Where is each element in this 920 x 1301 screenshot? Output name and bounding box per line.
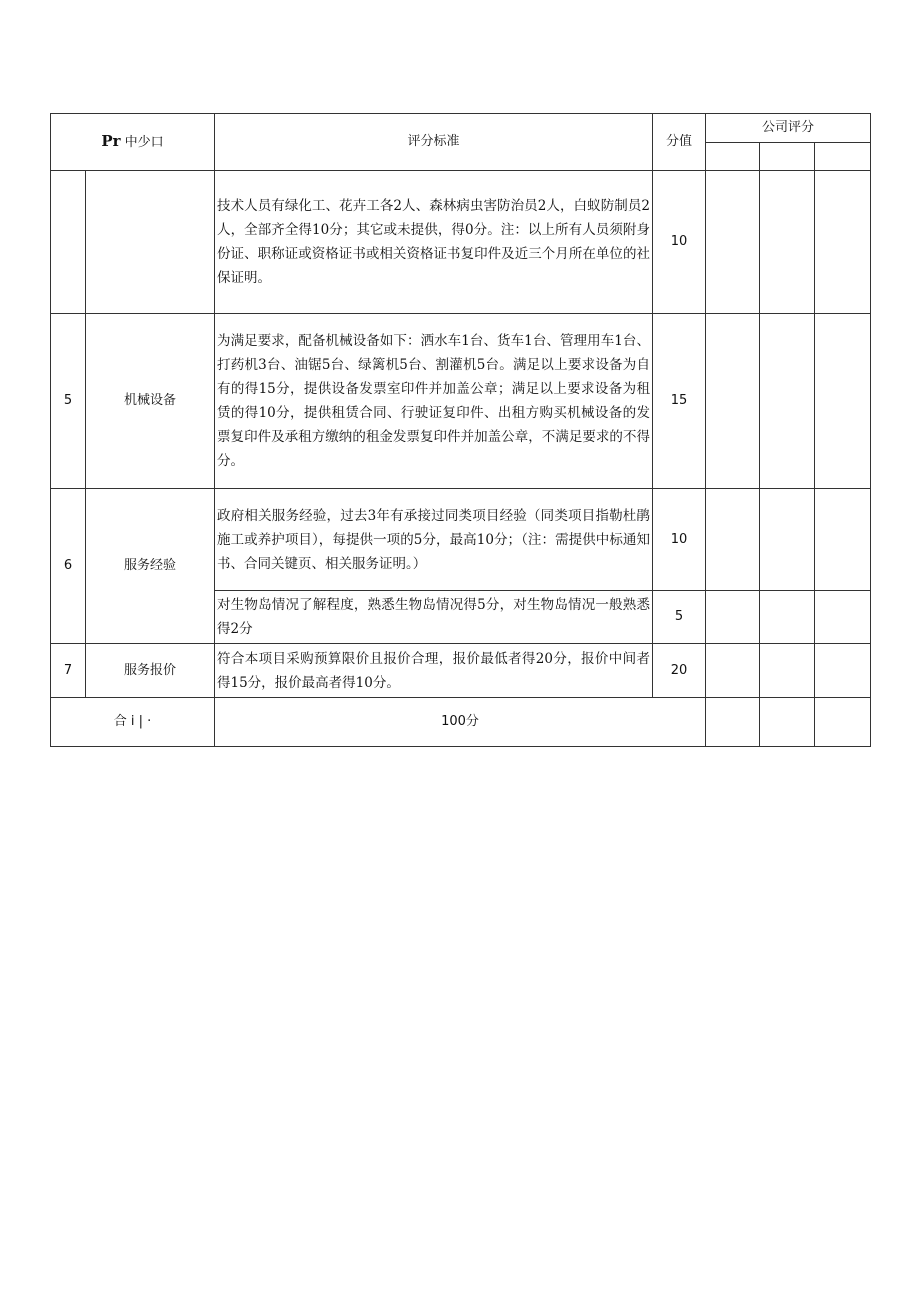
row-number: 7 [51, 644, 86, 698]
score-cell [706, 698, 760, 747]
row-criteria: 政府相关服务经验，过去3年有承接过同类项目经验（同类项目指勒杜鹃施工或养护项目），每提供一项的5分，最高10分；（注：需提供中标通知书、合同关键页、相关服务证明。） [215, 489, 653, 591]
row-criteria: 技术人员有绿化工、花卉工各2人、森林病虫害防治员2人，白蚁防制员2人，全部齐全得10分；其它或未提供，得0分。注：以上所有人员须附身份证、职称证或资格证书或相关资格证书复印件及近三个月所在单位的社保证明。 [215, 171, 653, 314]
header-category-prefix: Pr [101, 132, 121, 150]
row-item: 服务经验 [86, 489, 215, 644]
row-number: 5 [51, 314, 86, 489]
score-cell [815, 644, 871, 698]
score-cell [706, 143, 760, 171]
row-criteria: 为满足要求，配备机械设备如下：洒水车1台、货车1台、管理用车1台、打药机3台、油锯5台、绿篱机5台、割灌机5台。满足以上要求设备为自有的得15分，提供设备发票室印件并加盖公章；满足以上要求设备为租赁的得10分，提供租赁合同、行驶证复印件、出租方购买机械设备的发票复印件及承租方缴纳的租金发票复印件并加盖公章，不满足要求的不得分。 [215, 314, 653, 489]
score-cell [760, 143, 815, 171]
score-cell [760, 489, 815, 591]
score-cell [706, 591, 760, 644]
score-cell [760, 314, 815, 489]
total-value: 100分 [215, 698, 706, 747]
score-cell [706, 171, 760, 314]
score-cell [760, 591, 815, 644]
score-cell [815, 143, 871, 171]
row-points: 5 [653, 591, 706, 644]
header-category-suffix: 中少口 [124, 135, 164, 150]
score-cell [760, 698, 815, 747]
row-points: 10 [653, 489, 706, 591]
score-cell [706, 314, 760, 489]
row-criteria: 符合本项目采购预算限价且报价合理，报价最低者得20分，报价中间者得15分，报价最高者得10分。 [215, 644, 653, 698]
score-cell [760, 644, 815, 698]
total-label: 合 i | · [51, 698, 215, 747]
score-cell [706, 644, 760, 698]
row-points: 10 [653, 171, 706, 314]
row-points: 20 [653, 644, 706, 698]
header-criteria: 评分标准 [215, 114, 653, 171]
header-points: 分值 [653, 114, 706, 171]
header-category [51, 114, 215, 171]
row-item: 机械设备 [86, 314, 215, 489]
total-row [51, 698, 871, 747]
table-row [51, 314, 871, 489]
row-points: 15 [653, 314, 706, 489]
score-cell [760, 171, 815, 314]
row-number [51, 171, 86, 314]
row-item [86, 171, 215, 314]
table-row [51, 644, 871, 698]
header-company-score: 公司评分 [706, 114, 871, 143]
score-cell [815, 591, 871, 644]
score-cell [815, 314, 871, 489]
scoring-table [50, 113, 871, 747]
score-cell [706, 489, 760, 591]
table-row [51, 489, 871, 591]
table-row [51, 171, 871, 314]
row-item: 服务报价 [86, 644, 215, 698]
score-cell [815, 171, 871, 314]
score-cell [815, 489, 871, 591]
score-cell [815, 698, 871, 747]
row-criteria: 对生物岛情况了解程度，熟悉生物岛情况得5分，对生物岛情况一般熟悉得2分 [215, 591, 653, 644]
row-number: 6 [51, 489, 86, 644]
